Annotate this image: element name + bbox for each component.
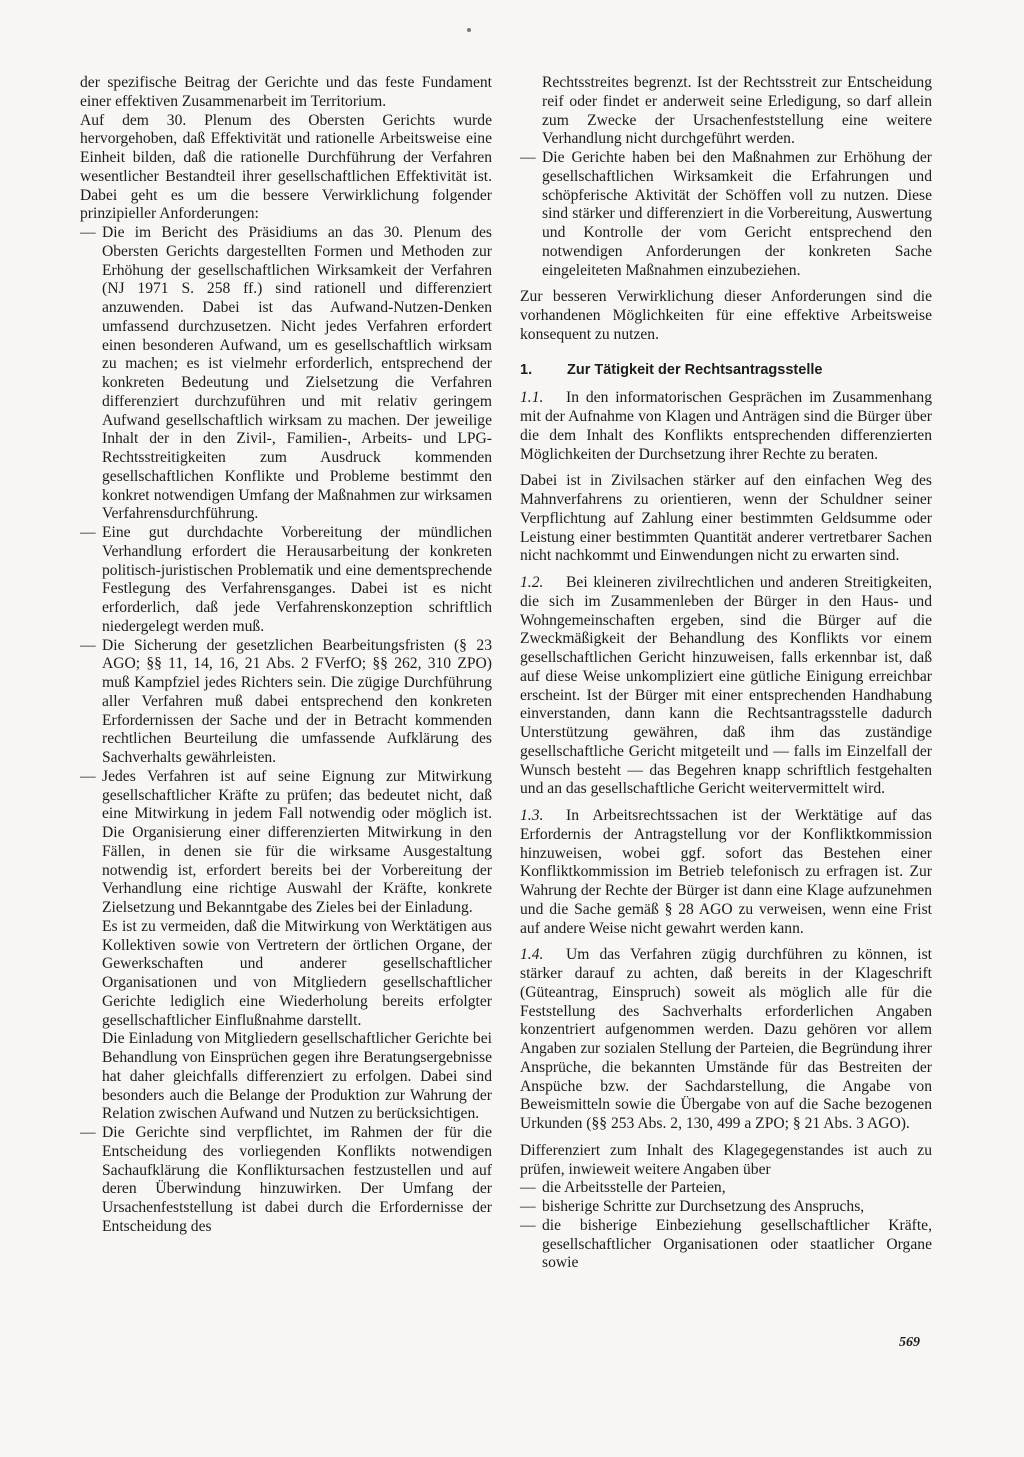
paragraph: Es ist zu vermeiden, daß die Mitwirkung von Werktätigen aus Kollektiven sowie von Vertretern der örtlichen Organe, der Gewerkschaften und anderer gesellschaftlicher Organisationen und von Mitgliedern gesellschaftlicher Gerichte lediglich eine Wiederholung bereits erfolgter gesellschaftlicher Einflußnahme darstellt. — [102, 917, 492, 1029]
paragraph — [520, 807, 932, 938]
section-title: Zur Tätigkeit der Rechtsantragsstelle — [567, 361, 823, 378]
subsection-number: 1.4. — [520, 946, 544, 964]
paragraph: Die im Bericht des Präsidiums an das 30. Plenum des Obersten Gerichts dargestellten Formen und Methoden zur Erhöhung der gesellschaftlichen Wirksamkeit der Verfahren (NJ 1971 S. 258 ff.) sind rationell und differenziert anzuwenden. Dabei ist das Aufwand-Nutzen-Denken umfassend durchzusetzen. Nicht jedes Verfahren erfordert einen besonderen Aufwand, um es gesellschaftlich wirksam zu machen; es ist vielmehr erforderlich, entsprechend der konkreten Bedeutung und Zielsetzung die Verfahren differenziert durchzuführen und mit relativ geringem Aufwand gesellschaftlich wirksam zu machen. Der jeweilige Inhalt der in den Zivil-, Familien-, Arbeits- und LPG-Rechtsstreitigkeiten zum Ausdruck kommenden gesellschaftlichen Konflikte und Probleme bestimmt den konkret notwendigen Umfang der Maßnahmen zur wirksamen Verfahrensdurchführung. — [102, 224, 492, 523]
paragraph: Die Einladung von Mitgliedern gesellschaftlicher Gerichte bei Behandlung von Einsprüchen gegen ihre Beratungsergebnisse hat daher gleichfalls differenziert zu erfolgen. Dabei sind besonders auch die Belange der Produktion zur Wahrung der Relation zwischen Aufwand und Nutzen zu berücksichtigen. — [102, 1030, 492, 1123]
left-column — [80, 74, 492, 1237]
dash-mark: — — [520, 1198, 536, 1215]
section-number: 1. — [520, 361, 533, 378]
paragraph — [520, 946, 932, 1134]
paragraph: Auf dem 30. Plenum des Obersten Gerichts wurde hervorgehoben, daß Effektivität und rationelle Arbeitsweise eine Einheit bilden, daß die rationelle Durchführung der Verfahren wesentlicher Bestandteil ihrer gesellschaftlichen Effektivität ist. Dabei geht es um die bessere Verwirklichung folgender prinzipieller Anforderungen: — [80, 111, 492, 223]
paragraph: Die Gerichte haben bei den Maßnahmen zur Erhöhung der gesellschaftlichen Wirksamkeit die Erfahrungen und schöpferische Aktivität der Schöffen voll zu nutzen. Diese sind stärker und differenziert in die Vorbereitung, Auswertung und Kontrolle der vom Gericht entsprechend den notwendigen Anforderungen der konkreten Sache eingeleiteten Maßnahmen einzubeziehen. — [542, 149, 932, 279]
paragraph: Die Sicherung der gesetzlichen Bearbeitungsfristen (§ 23 AGO; §§ 11, 14, 16, 21 Abs. 2 FVerfO; §§ 262, 310 ZPO) muß Kampfziel jedes Richters sein. Die zügige Durchführung aller Verfahren muß dabei entsprechend den konkreten Erfordernissen der Sache und der in Betracht kommenden rechtlichen Beurteilung die umfassende Aufklärung des Sachverhalts gewährleisten. — [102, 636, 492, 766]
dash-mark: — — [80, 1124, 96, 1141]
paragraph-text: Um das Verfahren zügig durchführen zu können, ist stärker darauf zu achten, daß bereits in der Klageschrift (Güteantrag, Einspruch) soweit als möglich alle für die Feststellung des Sachverhalts erforderlichen Angaben konzentriert aufgenommen werden. Dazu gehören vor allem Angaben zur sozialen Stellung der Parteien, die Begründung ihrer Ansprüche, die bekannten Umstände für das Bestreiten der Anspüche bzw. der Sachdarstellung, die Angabe von Beweismitteln sowie die Übergabe von auf die Sache bezogenen Urkunden (§§ 253 Abs. 2, 130, 499 a ZPO; § 21 Abs. 3 AGO). — [520, 946, 932, 1132]
dash-mark: — — [80, 636, 96, 654]
list-item — [520, 1179, 932, 1198]
paragraph — [520, 574, 932, 799]
dash-item — [80, 637, 492, 768]
punch-mark — [467, 28, 471, 32]
paragraph: Eine gut durchdachte Vorbereitung der mündlichen Verhandlung erfordert die Herausarbeitung der konkreten politisch-juristischen Problematik und eine dementsprechende Festlegung des Verfahrensganges. Dabei ist es nicht erforderlich, daß jede Verfahrenskonzeption schriftlich niedergelegt werden muß. — [102, 524, 492, 635]
paragraph — [520, 389, 932, 464]
paragraph: Jedes Verfahren ist auf seine Eignung zur Mitwirkung gesellschaftlicher Kräfte zu prüfen; das bedeutet nicht, daß eine Mitwirkung in jedem Fall notwendig oder möglich ist. Die Organisierung einer differenzierten Mitwirkung in den Fällen, in denen sie für die wirksame Ausgestaltung notwendig ist, erfordert bereits bei der Vorbereitung der Verhandlung eine richtige Auswahl der Kräfte, konkrete Zielsetzung und Bekanntgabe des Zieles bei der Einladung. — [102, 767, 492, 916]
section-heading — [520, 361, 932, 380]
list-text: bisherige Schritte zur Durchsetzung des Anspruchs, — [542, 1198, 865, 1215]
paragraph-text: Bei kleineren zivilrechtlichen und anderen Streitigkeiten, die sich im Zusammenleben der Bürger in den Haus- und Wohngemeinschaften ergeben, sind die Bürger auf die Zweckmäßigkeit der Behandlung des Konflikts vor einem gesellschaftlichen Gericht hinzuweisen, falls erkennbar ist, daß auf diese Weise unkompliziert eine gütliche Einigung erreichbar erscheint. Ist der Bürger mit einer entsprechenden Handhabung einverstanden, dann kann die Rechtsantragsstelle dadurch Unterstützung gewähren, daß ihm das zuständige gesellschaftliche Gericht mitgeteilt und — falls im Einzelfall der Wunsch besteht — das Begehren knapp schriftlich festgehalten und an das gesellschaftliche Gericht weitervermittelt wird. — [520, 574, 932, 798]
dash-mark: — — [80, 767, 96, 785]
paragraph: Zur besseren Verwirklichung dieser Anforderungen sind die vorhandenen Möglichkeiten für eine effektive Arbeitsweise konsequent zu nutzen. — [520, 288, 932, 343]
paragraph: Dabei ist in Zivilsachen stärker auf den einfachen Weg des Mahnverfahrens zu orientieren, wenn der Schuldner seiner Verpflichtung auf Zahlung einer bestimmten Geldsumme oder Leistung einer bestimmten Quantität anderer vertretbarer Sachen nicht nachkommt und Einwendungen nicht zu erwarten sind. — [520, 472, 932, 565]
list-text: die Arbeitsstelle der Parteien, — [542, 1179, 726, 1197]
paragraph-text: In Arbeitsrechtssachen ist der Werktätige auf das Erfordernis der Antragstellung vor der Konfliktkommission hinzuweisen, wobei ggf. sofort das Bestehen einer Konfliktkommission im Betrieb telefonisch zu erfragen ist. Zur Wahrung der Rechte der Bürger ist dann eine Klage aufzunehmen und die Sache gemäß § 28 AGO zu verweisen, wenn eine Frist auf andere Weise nicht gewahrt werden kann. — [520, 807, 932, 937]
paragraph: der spezifische Beitrag der Gerichte und das feste Fundament einer effektiven Zusammenarbeit im Territorium. — [80, 74, 492, 110]
dash-item — [520, 149, 932, 280]
dash-item — [80, 224, 492, 524]
dash-mark: — — [520, 1179, 536, 1197]
paragraph: Die Gerichte sind verpflichtet, im Rahmen der für die Entscheidung des vorliegenden Konflikts notwendigen Sachaufklärung die Konfliktursachen festzustellen und auf deren Überwindung hinzuwirken. Der Umfang der Ursachenfeststellung ist dabei durch die Erfordernisse der Entscheidung des — [102, 1124, 492, 1235]
dash-item — [80, 768, 492, 918]
paragraph-text: In den informatorischen Gesprächen im Zusammenhang mit der Aufnahme von Klagen und Anträgen sind die Bürger über die dem Inhalt des Konflikts entsprechenden differenzierten Möglichkeiten der Durchsetzung ihrer Rechte zu beraten. — [520, 389, 932, 463]
page-number: 569 — [899, 1335, 920, 1350]
list-text: die bisherige Einbeziehung gesellschaftlicher Kräfte, gesellschaftlicher Organisationen oder staatlicher Organe sowie — [542, 1216, 932, 1272]
dash-mark: — — [520, 149, 536, 166]
paragraph: Rechtsstreites begrenzt. Ist der Rechtsstreit zur Entscheidung reif oder findet er anderweit seine Erledigung, so darf allein zum Zwecke der Ursachenfeststellung eine weitere Verhandlung nicht durchgeführt werden. — [542, 74, 932, 148]
right-column — [520, 74, 932, 1273]
paragraph: Differenziert zum Inhalt des Klagegegenstandes ist auch zu prüfen, inwieweit weitere Angaben über — [520, 1141, 932, 1178]
dash-mark: — — [520, 1216, 536, 1234]
subsection-number: 1.3. — [520, 807, 544, 824]
dash-mark: — — [80, 524, 96, 541]
subsection-number: 1.2. — [520, 574, 544, 591]
dash-item — [80, 1124, 492, 1237]
list-item — [520, 1217, 932, 1273]
dash-mark: — — [80, 224, 96, 241]
list-item — [520, 1198, 932, 1217]
dash-item — [80, 524, 492, 637]
subsection-number: 1.1. — [520, 389, 544, 407]
